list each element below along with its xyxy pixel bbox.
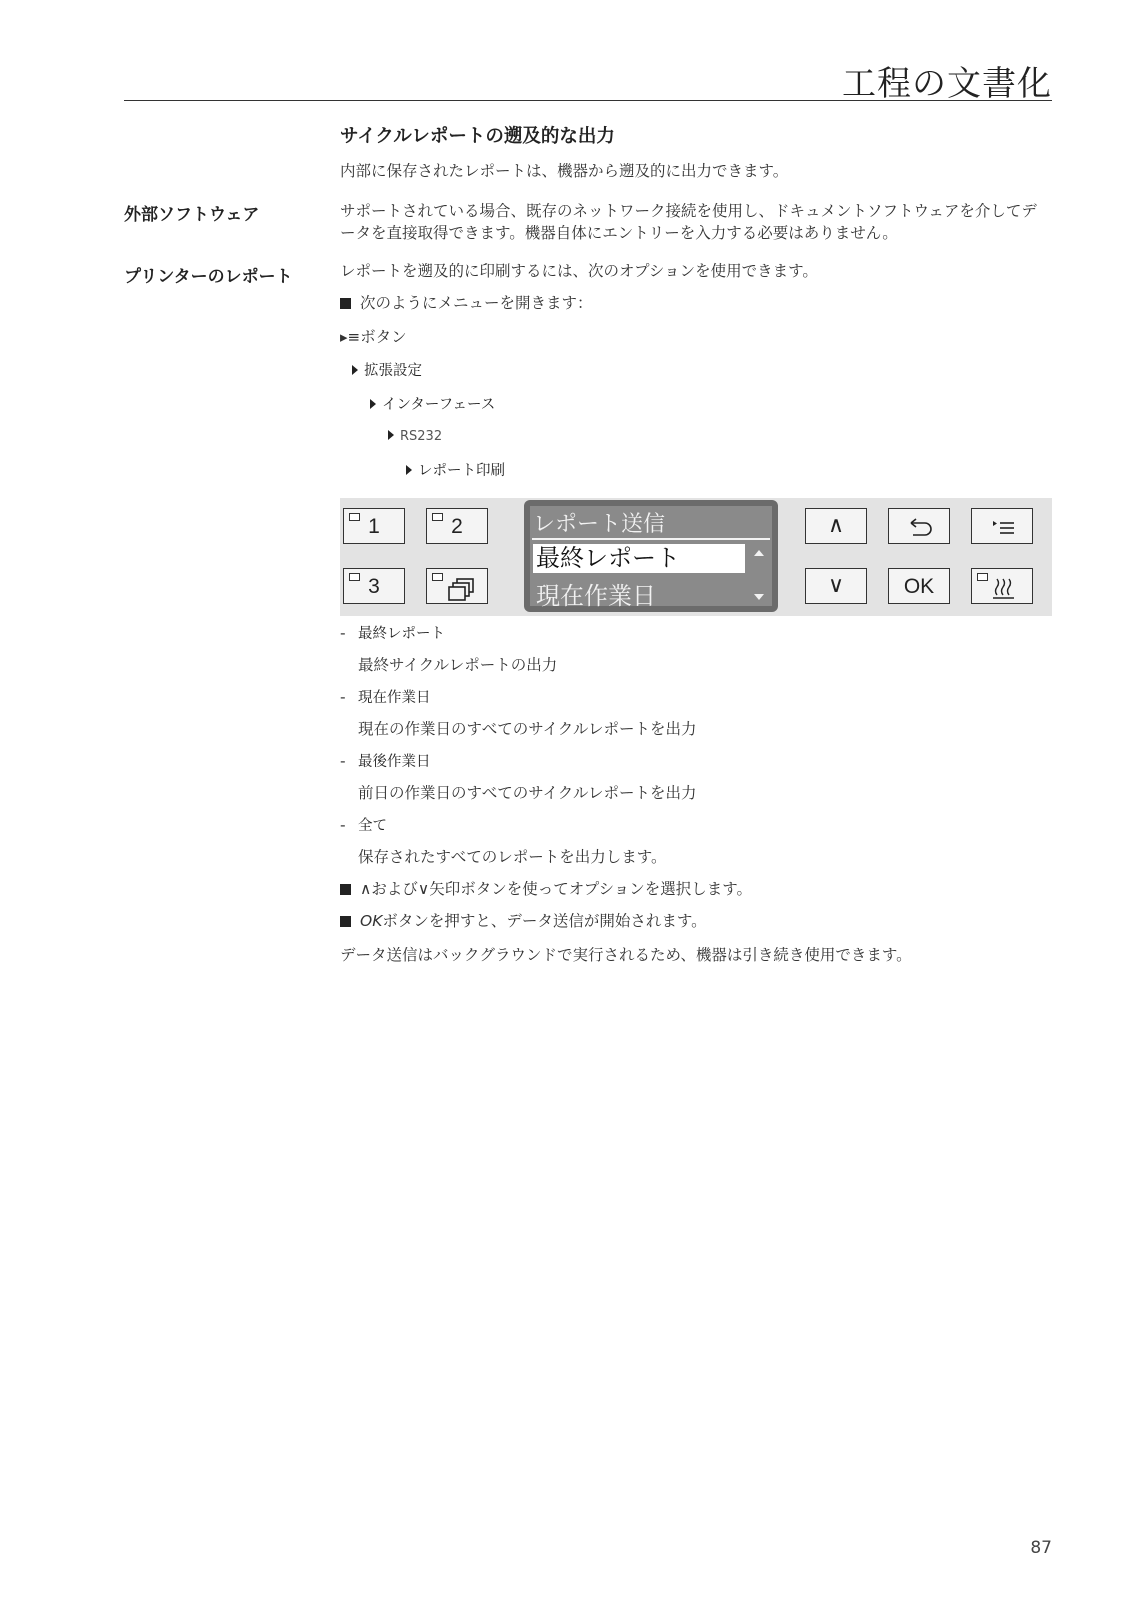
- menu-icon: ▸≡: [340, 328, 361, 346]
- scroll-down-icon: [754, 594, 764, 600]
- bullet-square-icon: [340, 298, 351, 309]
- drying-button[interactable]: [971, 568, 1033, 604]
- lcd-screen: [530, 506, 772, 610]
- back-arrow-icon: [889, 509, 951, 545]
- step-select-text: ∧および∨矢印ボタンを使ってオプションを選択します。: [360, 880, 753, 898]
- key-2[interactable]: [426, 508, 488, 544]
- up-arrow-button[interactable]: [805, 508, 867, 544]
- option-name: 全て: [358, 818, 387, 834]
- key-3[interactable]: [343, 568, 405, 604]
- key-3-label: 3: [368, 575, 380, 598]
- background-note: データ送信はバックグラウンドで実行されるため、機器は引き続き使用できます。: [340, 946, 912, 964]
- display-title: レポート送信: [533, 512, 666, 537]
- option-description: 最終サイクルレポートの出力: [358, 656, 558, 674]
- option-name: 最後作業日: [358, 754, 431, 770]
- step-open-menu-text: 次のようにメニューを開きます：: [360, 294, 593, 312]
- down-arrow-button[interactable]: [805, 568, 867, 604]
- option-item: [340, 814, 387, 837]
- lcd-display: [524, 500, 778, 612]
- menu-button[interactable]: [971, 508, 1033, 544]
- menu-path-label: レポート印刷: [418, 463, 505, 479]
- ok-button-label: OK: [903, 575, 935, 598]
- menu-path-item: [406, 460, 505, 482]
- key-1[interactable]: [343, 508, 405, 544]
- menu-path-label: インターフェース: [382, 397, 496, 413]
- option-description: 保存されたすべてのレポートを出力します。: [358, 848, 667, 866]
- header-rule: [124, 100, 1052, 101]
- menu-icon: [972, 509, 1034, 545]
- option-item: [340, 686, 431, 709]
- menu-button-line: [340, 326, 407, 348]
- dash-bullet: -: [340, 816, 346, 834]
- up-arrow-icon: ∧: [827, 512, 845, 537]
- option-item: [340, 622, 445, 645]
- step-select-option: [340, 878, 752, 900]
- external-software-text: サポートされている場合、既存のネットワーク接続を使用し、ドキュメントソフトウェアを介してデータを直接取得できます。機器自体にエントリーを入力する必要はありません。: [340, 202, 1037, 242]
- program-stack-icon: [427, 569, 489, 605]
- key-2-label: 2: [451, 515, 463, 538]
- arrow-right-icon: [370, 399, 376, 409]
- bullet-square-icon: [340, 884, 351, 895]
- option-description: 前日の作業日のすべてのサイクルレポートを出力: [358, 784, 697, 802]
- drying-icon: [972, 569, 1034, 605]
- arrow-right-icon: [406, 465, 412, 475]
- back-button[interactable]: [888, 508, 950, 544]
- option-item: [340, 750, 431, 773]
- scroll-up-icon: [754, 550, 764, 556]
- display-selected-item[interactable]: 最終レポート: [533, 544, 745, 573]
- option-name: 現在作業日: [358, 690, 431, 706]
- menu-path-label: RS232: [400, 429, 443, 444]
- display-divider: [532, 538, 770, 540]
- section-intro: 内部に保存されたレポートは、機器から遡及的に出力できます。: [340, 162, 789, 180]
- arrow-right-icon: [388, 430, 394, 440]
- ok-button[interactable]: [888, 568, 950, 604]
- printer-report-label: プリンターのレポート: [124, 267, 293, 287]
- section-heading: サイクルレポートの遡及的な出力: [340, 126, 615, 147]
- bullet-square-icon: [340, 916, 351, 927]
- option-description: 現在の作業日のすべてのサイクルレポートを出力: [358, 720, 697, 738]
- menu-button-label: ボタン: [360, 328, 407, 346]
- external-software-label: 外部ソフトウェア: [124, 205, 260, 225]
- option-name: 最終レポート: [358, 626, 445, 642]
- key-1-label: 1: [368, 515, 380, 538]
- dash-bullet: -: [340, 688, 346, 706]
- control-panel: [340, 498, 1052, 616]
- ok-word: OK: [360, 912, 383, 930]
- arrow-right-icon: [352, 365, 358, 375]
- dash-bullet: -: [340, 624, 346, 642]
- dash-bullet: -: [340, 752, 346, 770]
- menu-path-item: [352, 360, 422, 382]
- program-select-key[interactable]: [426, 568, 488, 604]
- down-arrow-icon: ∨: [827, 572, 845, 597]
- step-press-ok-text: ボタンを押すと、データ送信が開始されます。: [382, 912, 707, 930]
- menu-path-item: [370, 394, 495, 416]
- step-open-menu: [340, 292, 593, 314]
- page-header-title: 工程の文書化: [842, 64, 1052, 104]
- page-number: 87: [1030, 1538, 1052, 1558]
- menu-path-label: 拡張設定: [364, 363, 422, 379]
- display-next-item[interactable]: 現在作業日: [536, 582, 656, 610]
- menu-path-item: [388, 426, 442, 448]
- printer-report-text: レポートを遡及的に印刷するには、次のオプションを使用できます。: [340, 262, 818, 280]
- step-press-ok: [340, 910, 707, 932]
